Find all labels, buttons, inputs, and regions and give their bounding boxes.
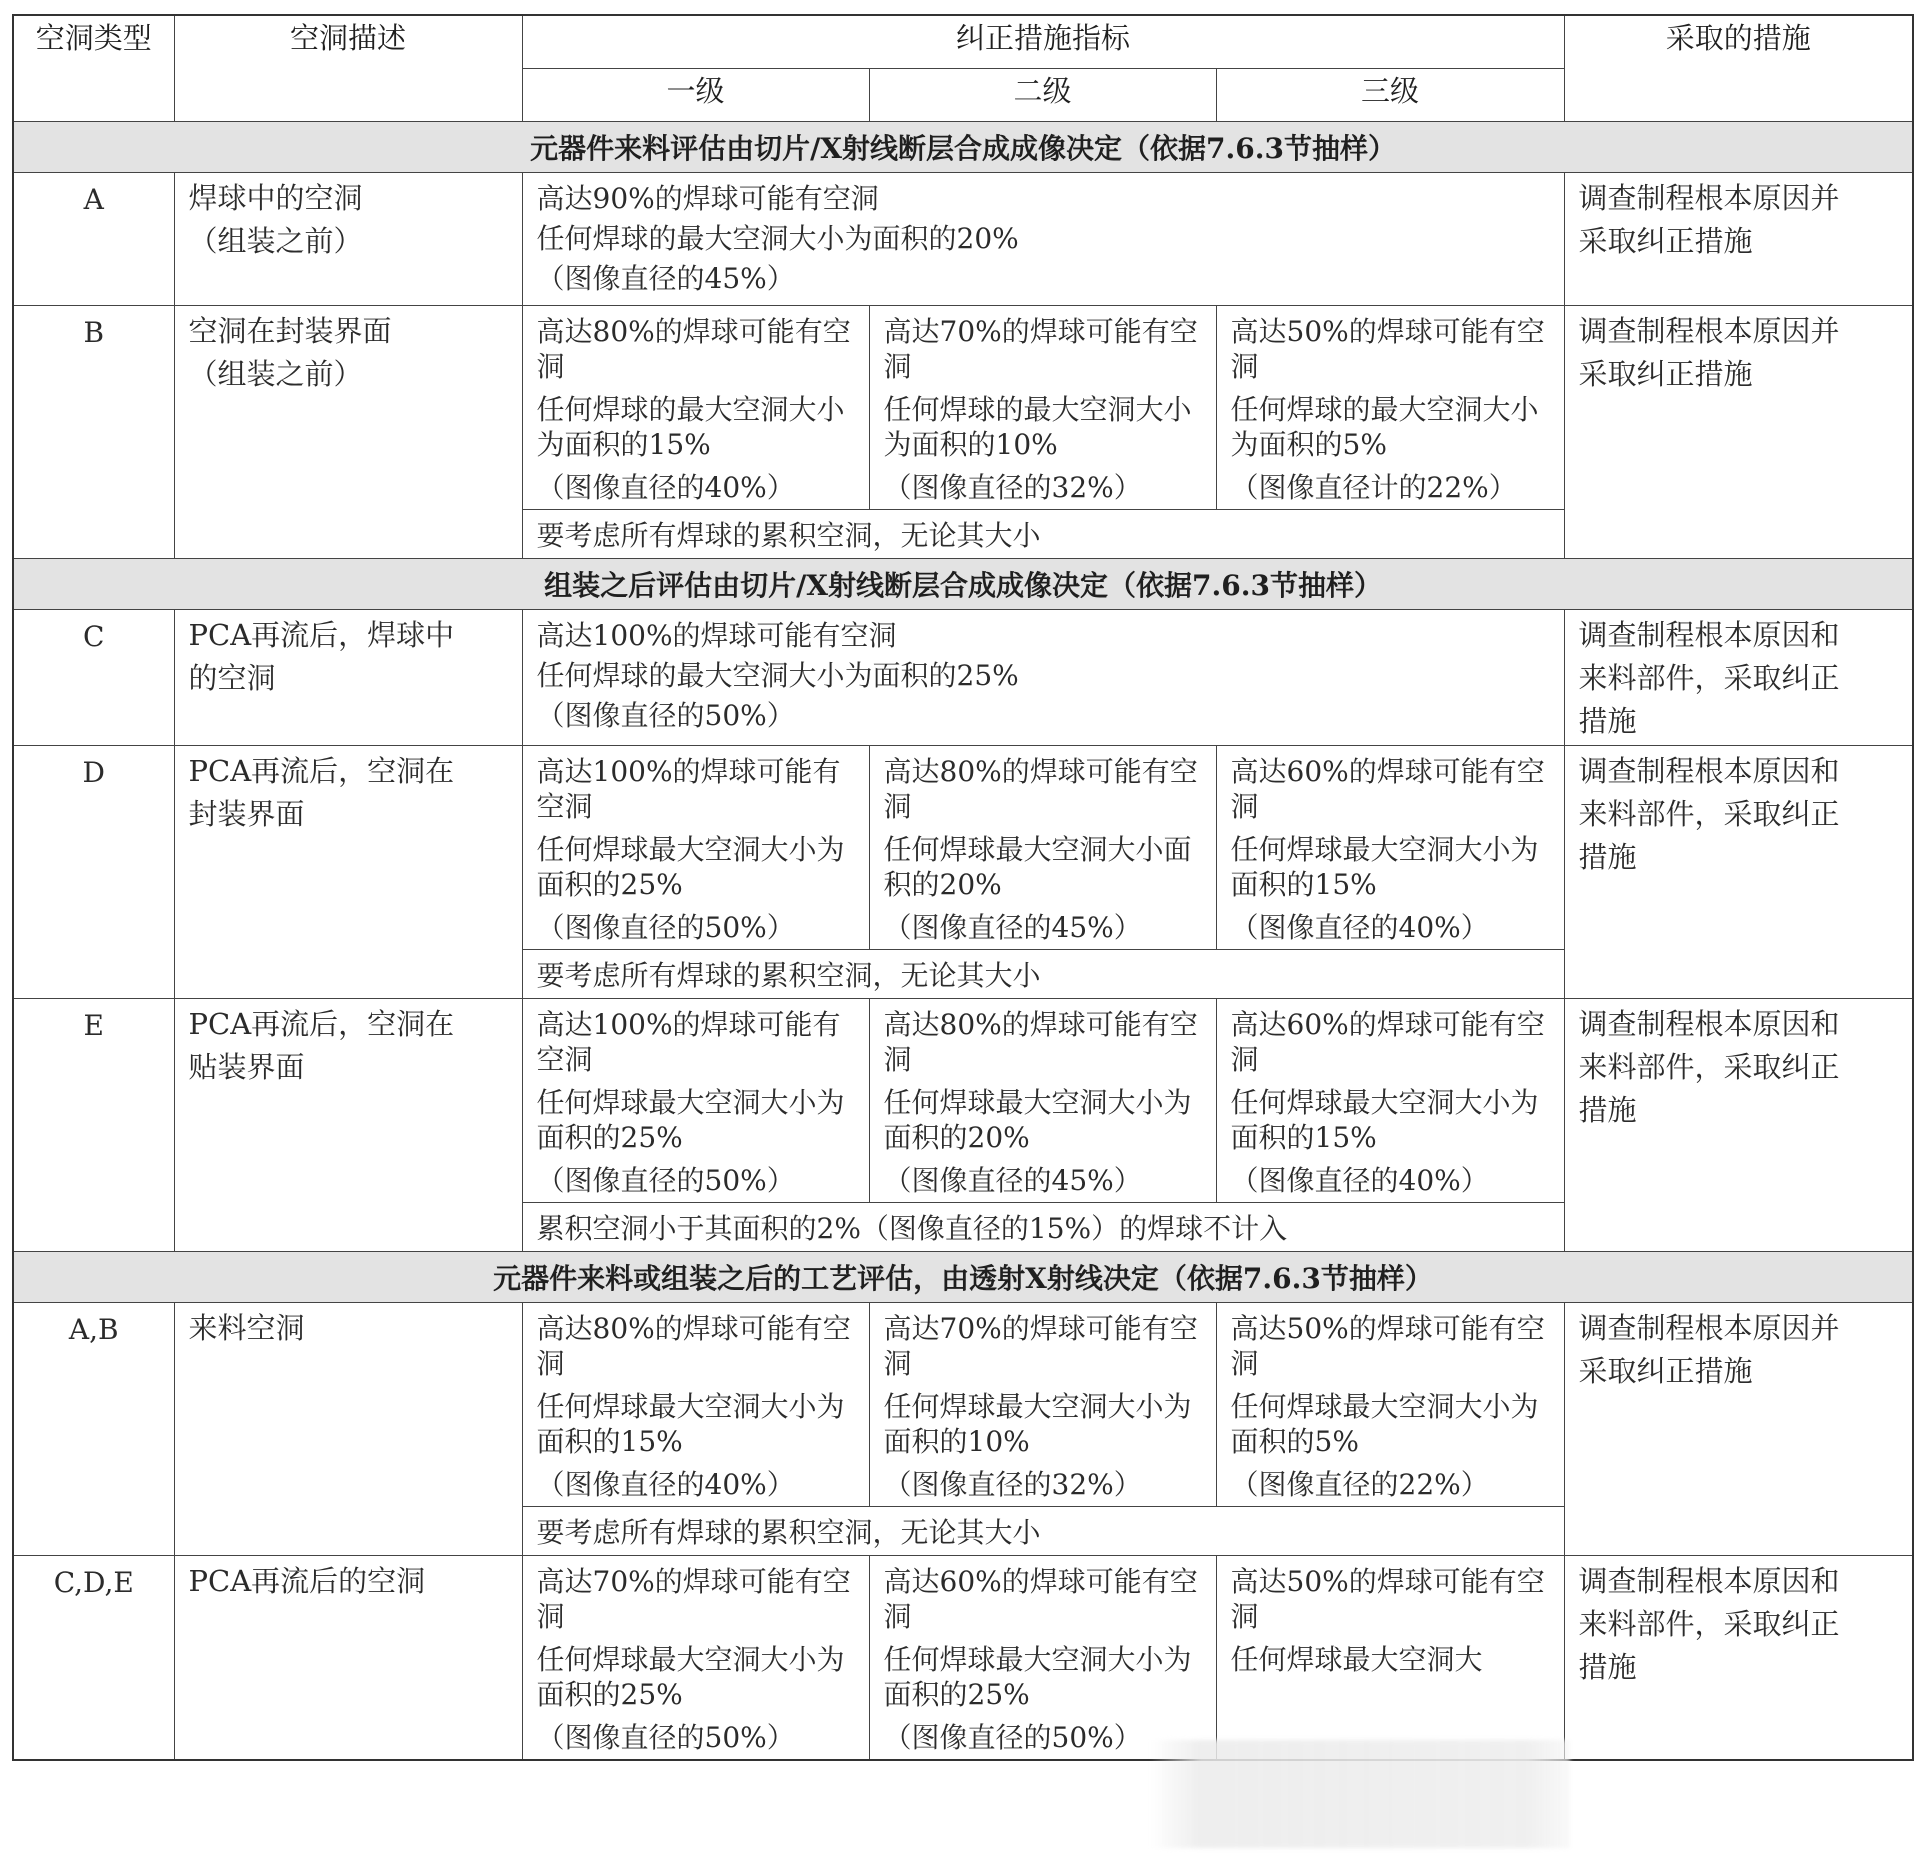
cell-line: 任何焊球最大空洞大小为面积的15% [1230,833,1539,901]
cell-line: 任何焊球最大空洞大小面积的20% [883,833,1192,901]
void-type-cell: C,D,E [13,1556,174,1761]
cell-line: 来料部件，采取纠正 [1578,797,1840,831]
table-row [13,1303,1913,1507]
cell-line: 调查制程根本原因并 [1578,181,1840,215]
cell-line: 高达60%的焊球可能有空洞 [883,1565,1198,1633]
cell-line: 采取纠正措施 [1578,357,1753,391]
cell-line: （图像直径的40%） [536,471,795,504]
blurred-overlay [1150,1740,1570,1848]
cell-line: （组装之前） [188,224,363,258]
section-row [13,559,1913,610]
void-description-cell [174,1556,522,1761]
void-description-cell [174,306,522,559]
cell-line: 来料部件，采取纠正 [1578,661,1840,695]
cumulative-void-note: 要考虑所有焊球的累积空洞，无论其大小 [522,1507,1564,1556]
merged-criteria-cell [522,173,1564,306]
cell-line: （组装之前） [188,357,363,391]
cell-line: 来料部件，采取纠正 [1578,1607,1840,1641]
level-1-cell [522,746,869,950]
header-level-1: 一级 [522,69,869,122]
cell-line: （图像直径的40%） [1230,911,1489,944]
level-3-cell [1216,1556,1564,1761]
cell-line: （图像直径的45%） [883,1164,1142,1197]
cumulative-void-note: 要考虑所有焊球的累积空洞，无论其大小 [522,510,1564,559]
cell-line: （图像直径的40%） [1230,1164,1489,1197]
cell-line: 任何焊球最大空洞大小为面积的15% [536,1390,845,1458]
cell-line: 高达50%的焊球可能有空洞 [1230,315,1545,383]
cell-line: 任何焊球的最大空洞大小为面积的5% [1230,393,1539,461]
cell-line: 来料部件，采取纠正 [1578,1050,1840,1084]
cell-line: 任何焊球最大空洞大小为面积的20% [883,1086,1192,1154]
action-cell [1564,173,1913,306]
cell-line: （图像直径的45%） [536,262,795,295]
section-title: 组装之后评估由切片/X射线断层合成成像决定（依据7.6.3节抽样） [13,559,1913,610]
cell-line: （图像直径的22%） [1230,1468,1489,1501]
void-type-cell: A,B [13,1303,174,1556]
cell-line: （图像直径的50%） [536,911,795,944]
cell-line: （图像直径的45%） [883,911,1142,944]
cell-line: PCA再流后，空洞在 [188,754,455,788]
cell-line: （图像直径的32%） [883,471,1142,504]
cell-line: PCA再流后，焊球中 [188,618,455,652]
table-row [13,610,1913,746]
cell-line: 高达80%的焊球可能有空洞 [883,1008,1198,1076]
cell-line: 措施 [1578,1093,1637,1127]
level-3-cell [1216,999,1564,1203]
table-row [13,173,1913,306]
level-2-cell [869,1303,1216,1507]
level-1-cell [522,999,869,1203]
cell-line: （图像直径的50%） [536,1721,795,1754]
cell-line: 调查制程根本原因并 [1578,1311,1840,1345]
table-row [13,999,1913,1203]
table-row [13,306,1913,510]
action-cell [1564,610,1913,746]
cell-line: 任何焊球的最大空洞大小为面积的10% [883,393,1192,461]
action-cell [1564,999,1913,1252]
cell-line: （图像直径的50%） [536,699,795,732]
cell-line: 空洞在封装界面 [188,314,392,348]
header-level-2: 二级 [869,69,1216,122]
cell-line: （图像直径的50%） [536,1164,795,1197]
level-1-cell [522,306,869,510]
cell-line: 的空洞 [188,661,276,695]
cell-line: PCA再流后，空洞在 [188,1007,455,1041]
cell-line: 高达50%的焊球可能有空洞 [1230,1565,1545,1633]
section-row [13,122,1913,173]
void-description-cell [174,173,522,306]
header-level-3: 三级 [1216,69,1564,122]
section-title: 元器件来料评估由切片/X射线断层合成成像决定（依据7.6.3节抽样） [13,122,1913,173]
void-criteria-table [12,14,1914,1761]
cell-line: 高达60%的焊球可能有空洞 [1230,755,1545,823]
void-type-cell: A [13,173,174,306]
cell-line: 采取纠正措施 [1578,224,1753,258]
level-3-cell [1216,746,1564,950]
void-description-cell [174,746,522,999]
cell-line: 措施 [1578,840,1637,874]
cell-line: 任何焊球的最大空洞大小为面积的25% [536,659,1019,692]
level-3-cell [1216,1303,1564,1507]
cell-line: 任何焊球最大空洞大小为面积的25% [883,1643,1192,1711]
void-description-cell [174,610,522,746]
void-description-cell [174,1303,522,1556]
cell-line: 任何焊球最大空洞大小为面积的5% [1230,1390,1539,1458]
cell-line: 高达80%的焊球可能有空洞 [883,755,1198,823]
void-type-cell: E [13,999,174,1252]
section-row [13,1252,1913,1303]
header-void-type: 空洞类型 [13,15,174,122]
cell-line: 贴装界面 [188,1050,305,1084]
level-2-cell [869,746,1216,950]
cumulative-void-note: 要考虑所有焊球的累积空洞，无论其大小 [522,950,1564,999]
header-void-description: 空洞描述 [174,15,522,122]
void-type-cell: D [13,746,174,999]
cell-line: （图像直径的50%） [883,1721,1142,1754]
cell-line: 高达100%的焊球可能有空洞 [536,619,897,652]
cell-line: 任何焊球最大空洞大小为面积的25% [536,833,845,901]
level-1-cell [522,1303,869,1507]
cell-line: 措施 [1578,1650,1637,1684]
table-row [13,746,1913,950]
void-type-cell: C [13,610,174,746]
cell-line: 高达70%的焊球可能有空洞 [536,1565,851,1633]
level-2-cell [869,306,1216,510]
cell-line: 采取纠正措施 [1578,1354,1753,1388]
cell-line: 任何焊球的最大空洞大小为面积的20% [536,222,1019,255]
cell-line: 高达100%的焊球可能有空洞 [536,755,841,823]
cell-line: 高达60%的焊球可能有空洞 [1230,1008,1545,1076]
cell-line: 封装界面 [188,797,305,831]
cell-line: 任何焊球的最大空洞大小为面积的15% [536,393,845,461]
cell-line: 高达100%的焊球可能有空洞 [536,1008,841,1076]
action-cell [1564,306,1913,559]
cell-line: 调查制程根本原因和 [1578,618,1840,652]
header-action-taken: 采取的措施 [1564,15,1913,122]
cell-line: （图像直径计的22%） [1230,471,1517,504]
level-2-cell [869,1556,1216,1761]
cell-line: （图像直径的32%） [883,1468,1142,1501]
cell-line: 调查制程根本原因并 [1578,314,1840,348]
cell-line: 任何焊球最大空洞大 [1230,1643,1483,1676]
level-1-cell [522,1556,869,1761]
cell-line: 来料空洞 [188,1311,305,1345]
cell-line: 任何焊球最大空洞大小为面积的25% [536,1643,845,1711]
header-corrective-metrics: 纠正措施指标 [522,15,1564,69]
cell-line: 任何焊球最大空洞大小为面积的10% [883,1390,1192,1458]
cell-line: 调查制程根本原因和 [1578,1564,1840,1598]
merged-criteria-cell [522,610,1564,746]
cell-line: 焊球中的空洞 [188,181,363,215]
cumulative-void-note: 累积空洞小于其面积的2%（图像直径的15%）的焊球不计入 [522,1203,1564,1252]
cell-line: 高达70%的焊球可能有空洞 [883,1312,1198,1380]
cell-line: 高达90%的焊球可能有空洞 [536,182,879,215]
cell-line: 调查制程根本原因和 [1578,1007,1840,1041]
action-cell [1564,1303,1913,1556]
table-row [13,1556,1913,1761]
void-type-cell: B [13,306,174,559]
void-description-cell [174,999,522,1252]
action-cell [1564,746,1913,999]
cell-line: 任何焊球最大空洞大小为面积的15% [1230,1086,1539,1154]
cell-line: 高达50%的焊球可能有空洞 [1230,1312,1545,1380]
cell-line: 高达80%的焊球可能有空洞 [536,315,851,383]
level-2-cell [869,999,1216,1203]
action-cell [1564,1556,1913,1761]
level-3-cell [1216,306,1564,510]
cell-line: 任何焊球最大空洞大小为面积的25% [536,1086,845,1154]
document-page [12,14,1914,1761]
cell-line: 措施 [1578,704,1637,738]
cell-line: PCA再流后的空洞 [188,1564,426,1598]
cell-line: 高达80%的焊球可能有空洞 [536,1312,851,1380]
cell-line: （图像直径的40%） [536,1468,795,1501]
cell-line: 调查制程根本原因和 [1578,754,1840,788]
cell-line: 高达70%的焊球可能有空洞 [883,315,1198,383]
section-title: 元器件来料或组装之后的工艺评估，由透射X射线决定（依据7.6.3节抽样） [13,1252,1913,1303]
